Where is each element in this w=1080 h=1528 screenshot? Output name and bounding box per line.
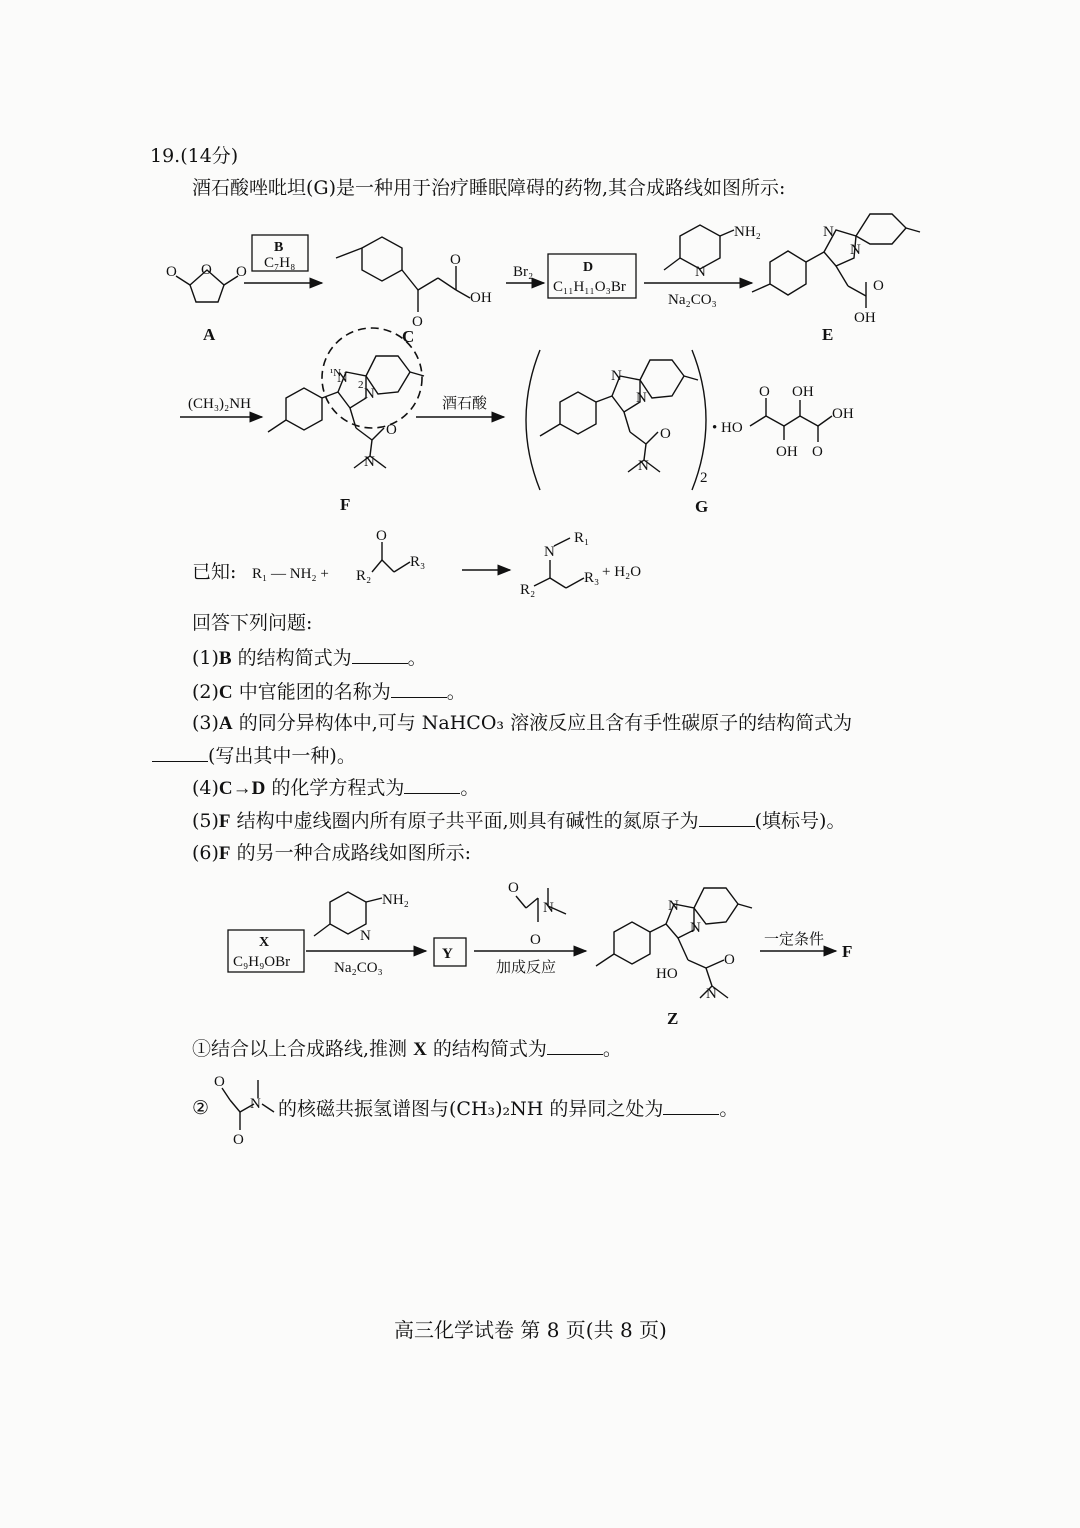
subquestion-2-marker: ② bbox=[192, 1097, 210, 1119]
svg-text:N: N bbox=[360, 928, 371, 944]
svg-text:O: O bbox=[530, 932, 541, 948]
svg-text:N: N bbox=[544, 544, 555, 560]
svg-text:O: O bbox=[412, 314, 423, 330]
svg-text:OH: OH bbox=[832, 406, 854, 422]
question-4: (4)C→D 的化学方程式为 。 bbox=[192, 777, 480, 799]
answer-blank-3[interactable] bbox=[152, 743, 208, 762]
left-paren bbox=[526, 350, 540, 490]
question-2: (2)C 中官能团的名称为 。 bbox=[192, 681, 466, 703]
svg-text:O: O bbox=[233, 1132, 244, 1148]
compound-E-structure bbox=[752, 214, 920, 326]
label-F: F bbox=[340, 495, 351, 514]
question-1: (1)B 的结构简式为 。 bbox=[192, 647, 427, 669]
label-E: E bbox=[822, 325, 834, 344]
svg-text:O: O bbox=[214, 1074, 225, 1090]
compound-A-structure bbox=[166, 262, 247, 302]
question-intro: 酒石酸唑吡坦(G)是一种用于治疗睡眠障碍的药物,其合成路线如图所示: bbox=[192, 177, 786, 199]
svg-text:N: N bbox=[690, 920, 701, 936]
box-D-formula: C₁₁H₁₁O₃Br bbox=[553, 279, 626, 295]
svg-text:HO: HO bbox=[656, 966, 678, 982]
svg-text:O: O bbox=[166, 264, 177, 280]
reagent-dimethylamine: (CH₃)₂NH bbox=[188, 396, 251, 412]
subquestion-2: 的核磁共振氢谱图与(CH₃)₂NH 的异同之处为 。 bbox=[278, 1098, 739, 1120]
svg-text:OH: OH bbox=[776, 444, 798, 460]
aminopyridine-reagent bbox=[664, 224, 761, 280]
svg-text:N: N bbox=[706, 986, 717, 1002]
svg-text:R₂: R₂ bbox=[520, 582, 536, 598]
svg-text:N: N bbox=[611, 368, 622, 384]
svg-text:¹N: ¹N bbox=[330, 367, 342, 379]
label-A: A bbox=[203, 325, 216, 344]
svg-text:2: 2 bbox=[700, 470, 708, 486]
svg-text:N: N bbox=[850, 242, 861, 258]
answer-blank-6[interactable] bbox=[547, 1036, 603, 1055]
reagent-addition: 加成反应 bbox=[496, 960, 557, 976]
svg-text:O: O bbox=[508, 880, 519, 896]
svg-text:O: O bbox=[201, 262, 212, 278]
box-Y-label: Y bbox=[442, 946, 453, 962]
svg-text:O: O bbox=[759, 384, 770, 400]
svg-text:N: N bbox=[636, 390, 647, 406]
svg-text:N: N bbox=[364, 386, 375, 402]
answer-blank-5[interactable] bbox=[699, 808, 755, 827]
svg-text:O: O bbox=[873, 278, 884, 294]
svg-text:R₁: R₁ bbox=[574, 530, 590, 546]
known-prefix: 已知: bbox=[192, 561, 237, 583]
questions-lead: 回答下列问题: bbox=[192, 612, 313, 634]
box-X-label: X bbox=[259, 935, 270, 950]
svg-text:N: N bbox=[364, 454, 375, 470]
svg-text:N: N bbox=[543, 900, 554, 916]
known-reaction bbox=[252, 528, 641, 598]
svg-text:O: O bbox=[450, 252, 461, 268]
reagent-na2co3-2: Na₂CO₃ bbox=[334, 960, 383, 976]
glyoxylamide-structure bbox=[214, 1074, 274, 1148]
svg-text:OH: OH bbox=[854, 310, 876, 326]
svg-text:R₁ — NH₂ +: R₁ — NH₂ + bbox=[252, 566, 329, 582]
compound-C-structure bbox=[336, 237, 492, 330]
svg-text:N: N bbox=[250, 1096, 261, 1112]
label-G: G bbox=[695, 497, 709, 516]
compound-G-structure bbox=[526, 350, 854, 490]
reagent-condition: 一定条件 bbox=[764, 932, 825, 948]
svg-text:O: O bbox=[386, 422, 397, 438]
question-number: 19.(14分) bbox=[150, 145, 239, 167]
svg-text:NH₂: NH₂ bbox=[382, 892, 409, 908]
svg-text:O: O bbox=[236, 264, 247, 280]
question-5: (5)F 结构中虚线圈内所有原子共平面,则具有碱性的氮原子为 (填标号)。 bbox=[192, 810, 846, 832]
svg-text:O: O bbox=[376, 528, 387, 544]
answer-blank-1[interactable] bbox=[352, 645, 408, 664]
box-B-label: B bbox=[274, 240, 284, 255]
svg-text:N: N bbox=[823, 224, 834, 240]
reagent-na2co3: Na₂CO₃ bbox=[668, 292, 717, 308]
svg-text:+ H₂O: + H₂O bbox=[602, 564, 642, 580]
question-6: (6)F 的另一种合成路线如图所示: bbox=[192, 842, 471, 864]
box-D-label: D bbox=[583, 260, 594, 275]
subquestion-1: ①结合以上合成路线,推测 X 的结构简式为 。 bbox=[192, 1038, 622, 1060]
page-footer: 高三化学试卷 第 8 页(共 8 页) bbox=[394, 1318, 667, 1342]
svg-text:R₂: R₂ bbox=[356, 568, 372, 584]
svg-text:O: O bbox=[812, 444, 823, 460]
svg-text:• HO: • HO bbox=[712, 420, 743, 436]
box-B-formula: C₇H₈ bbox=[264, 255, 296, 271]
box-X-formula: C₉H₉OBr bbox=[233, 954, 291, 970]
answer-blank-7[interactable] bbox=[663, 1096, 719, 1115]
svg-text:O: O bbox=[660, 426, 671, 442]
svg-text:O: O bbox=[724, 952, 735, 968]
svg-text:OH: OH bbox=[470, 290, 492, 306]
answer-blank-4[interactable] bbox=[404, 775, 460, 794]
svg-text:R₃: R₃ bbox=[410, 554, 426, 570]
question-3: (3)A 的同分异构体中,可与 NaHCO₃ 溶液反应且含有手性碳原子的结构简式为 bbox=[192, 712, 853, 734]
svg-text:OH: OH bbox=[792, 384, 814, 400]
label-Z: Z bbox=[667, 1009, 679, 1028]
svg-text:R₃: R₃ bbox=[584, 570, 600, 586]
svg-text:NH₂: NH₂ bbox=[734, 224, 761, 240]
svg-text:N: N bbox=[638, 458, 649, 474]
label-C: C bbox=[402, 327, 415, 346]
svg-text:N: N bbox=[695, 264, 706, 280]
svg-text:N: N bbox=[337, 370, 348, 386]
compound-F-structure bbox=[268, 328, 424, 470]
synthesis-scheme-2 bbox=[228, 880, 852, 1028]
product-F: F bbox=[842, 942, 853, 961]
reagent-br2: Br₂ bbox=[513, 264, 534, 280]
right-paren bbox=[692, 350, 706, 490]
svg-text:2: 2 bbox=[358, 379, 364, 391]
reagent-tartaric: 酒石酸 bbox=[442, 396, 488, 412]
answer-blank-2[interactable] bbox=[391, 679, 447, 698]
question-3-cont: (写出其中一种)。 bbox=[152, 743, 356, 768]
svg-text:N: N bbox=[668, 898, 679, 914]
